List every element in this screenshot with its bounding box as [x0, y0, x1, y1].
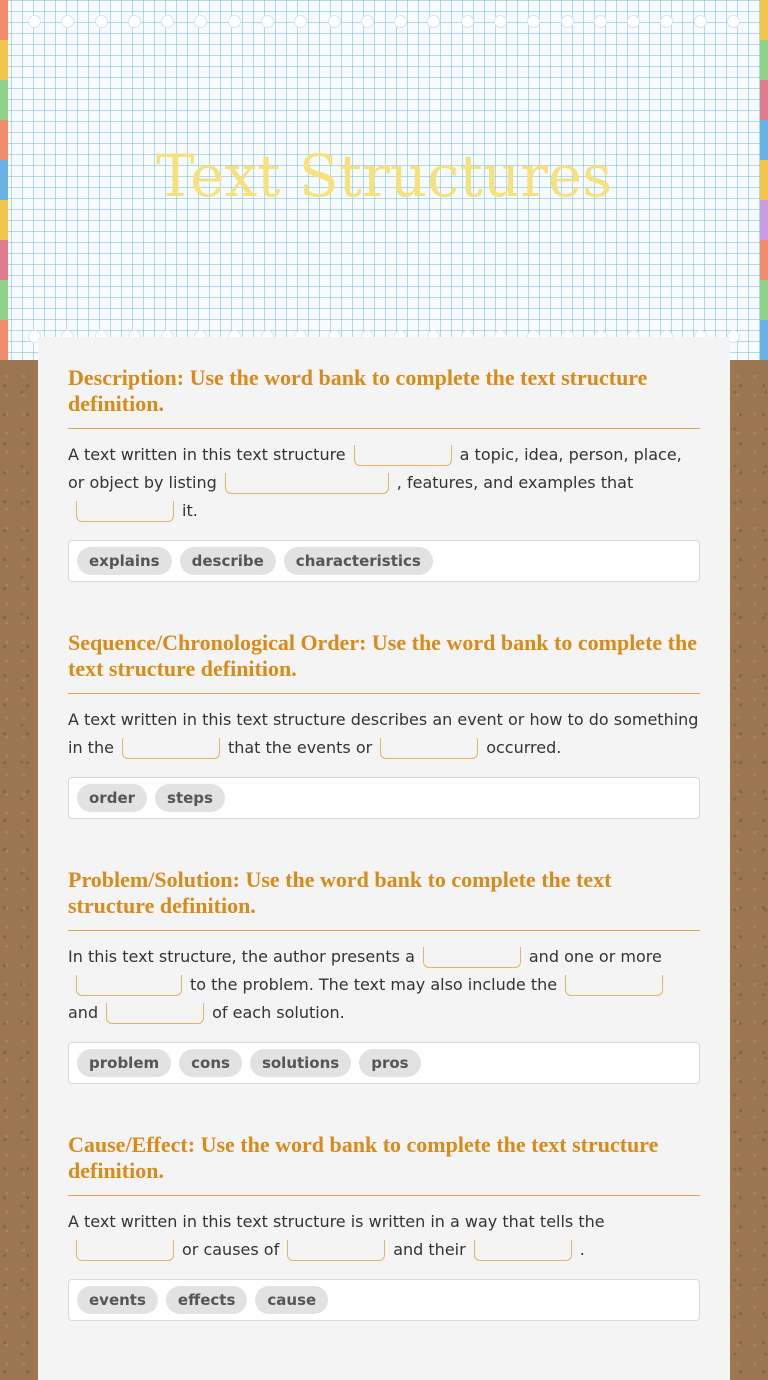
word-chip[interactable]: effects — [166, 1286, 248, 1314]
word-chip[interactable]: cause — [255, 1286, 328, 1314]
word-bank — [68, 1279, 700, 1321]
answer-blank[interactable] — [76, 501, 174, 522]
answer-blank[interactable] — [423, 947, 521, 968]
word-bank — [68, 777, 700, 819]
answer-blank[interactable] — [354, 445, 452, 466]
word-chip[interactable]: order — [77, 784, 147, 812]
section-problem-solution — [68, 867, 700, 1084]
answer-blank[interactable] — [565, 975, 663, 996]
word-chip[interactable]: cons — [179, 1049, 242, 1077]
section-heading: Problem/Solution: Use the word bank to complete the text structure definition. — [68, 867, 700, 931]
worksheet-paper — [38, 337, 730, 1380]
definition-text: In this text structure, the author presents a and one or more to the problem. The text may also include the and of each solution. — [68, 947, 662, 1022]
word-bank — [68, 540, 700, 582]
answer-blank[interactable] — [380, 738, 478, 759]
word-chip[interactable]: explains — [77, 547, 172, 575]
definition-text: A text written in this text structure a topic, idea, person, place, or object by listing , features, and examples that it. — [68, 445, 682, 520]
answer-blank[interactable] — [474, 1240, 572, 1261]
word-chip[interactable]: problem — [77, 1049, 171, 1077]
answer-blank[interactable] — [76, 1240, 174, 1261]
word-chip[interactable]: pros — [359, 1049, 420, 1077]
word-chip[interactable]: steps — [155, 784, 225, 812]
page-title: Text Structures — [155, 142, 613, 210]
word-chip[interactable]: solutions — [250, 1049, 351, 1077]
word-bank — [68, 1042, 700, 1084]
definition-text: A text written in this text structure describes an event or how to do something in the that the events or occurred. — [68, 710, 699, 757]
section-heading: Cause/Effect: Use the word bank to complete the text structure definition. — [68, 1132, 700, 1196]
header-banner — [0, 0, 768, 360]
section-cause-effect — [68, 1132, 700, 1321]
binder-holes-top — [28, 15, 740, 28]
section-heading: Description: Use the word bank to complete the text structure definition. — [68, 365, 700, 429]
section-description — [68, 365, 700, 582]
answer-blank[interactable] — [106, 1003, 204, 1024]
word-chip[interactable]: characteristics — [284, 547, 433, 575]
section-heading: Sequence/Chronological Order: Use the word bank to complete the text structure definition. — [68, 630, 700, 694]
answer-blank[interactable] — [122, 738, 220, 759]
answer-blank[interactable] — [76, 975, 182, 996]
word-chip[interactable]: describe — [180, 547, 276, 575]
answer-blank[interactable] — [225, 473, 389, 494]
section-sequence — [68, 630, 700, 819]
definition-text: A text written in this text structure is written in a way that tells the or causes of and their . — [68, 1212, 605, 1259]
answer-blank[interactable] — [287, 1240, 385, 1261]
word-chip[interactable]: events — [77, 1286, 158, 1314]
